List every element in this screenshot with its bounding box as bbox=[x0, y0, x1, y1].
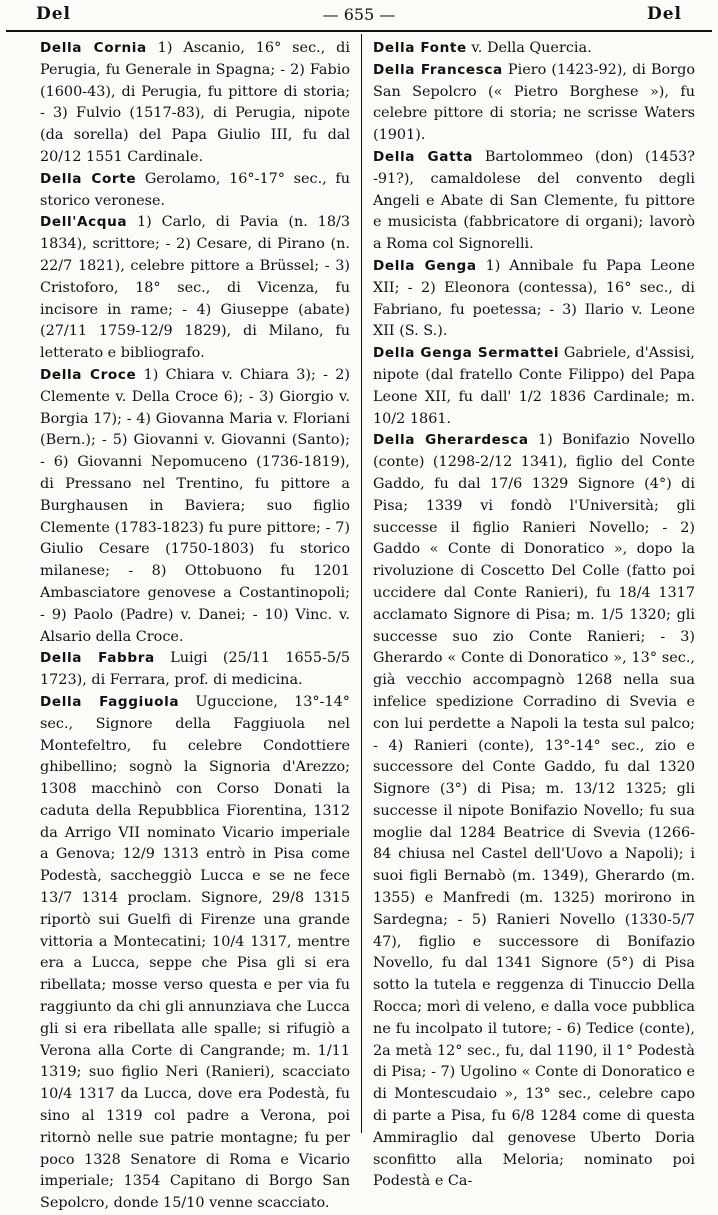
entry-body: Luigi (25/11 1655-5/5 1723), di Ferrara, prof. di medicina. bbox=[40, 650, 350, 689]
entry-body: Gabriele, d'Assisi, nipote (dal fratello Conte Filippo) del Papa Leone XII, fu dall' 1/2 1836 Cardinale; m. 10/2 1861. bbox=[373, 345, 696, 427]
entry-body: 1) Chiara v. Chiara 3); - 2) Clemente v. Della Croce 6); - 3) Giorgio v. Borgia 17); - 4) Giovanna Maria v. Floriani (Bern.); - 5) Giovanni v. Giovanni (Santo); - 6) Giovanni Nepomuceno (1736-1819), di Pressano nel Trentino, fu pittore a Burghausen in Baviera; suo figlio Clemente (1783-1823) fu pure pittore; - 7) Giulio Cesare (1750-1803) fu storico milanese; - 8) Ottobuono fu 1201 Ambasciatore genovese a Costantinopoli; - 9) Paolo (Padre) v. Danei; - 10) Vinc. v. Alsario della Croce. bbox=[40, 366, 350, 645]
entry-headword: Della Gherardesca bbox=[373, 432, 529, 449]
entry-headword: Della Fonte bbox=[373, 40, 467, 56]
entry-della-croce bbox=[40, 365, 350, 648]
entry-headword: Della Faggiuola bbox=[40, 693, 180, 710]
entry-body: v. Della Quercia. bbox=[466, 40, 592, 56]
entry-headword: Della Genga Sermattei bbox=[373, 345, 560, 362]
entry-body: Gerolamo, 16°-17° sec., fu storico veronese. bbox=[40, 170, 350, 209]
entry-body: Bartolommeo (don) (1453?-91?), camaldolese del convento degli Angeli e Abate di San Clemente, fu pittore e musicista (fabbricatore di organi); lavorò a Roma col Signorelli. bbox=[373, 148, 695, 253]
right-column bbox=[373, 38, 696, 1190]
entry-della-fonte bbox=[373, 38, 695, 60]
entry-della-genga-sermattei bbox=[373, 343, 695, 430]
entry-della-gherardesca bbox=[373, 430, 695, 1193]
header-rule bbox=[6, 30, 712, 32]
entry-body: 1) Annibale fu Papa Leone XII; - 2) Eleonora (contessa), 16° sec., di Fabriano, fu poetessa; - 3) Ilario v. Leone XII (S. S.). bbox=[373, 257, 695, 340]
entry-body: 1) Carlo, di Pavia (n. 18/3 1834), scrittore; - 2) Cesare, di Pirano (n. 22/7 1821), celebre pittore a Brüssel; - 3) Cristoforo, 18° sec., di Vicenza, fu incisore in rame; - 4) Giuseppe (abate) (27/11 1759-12/9 1829), di Milano, fu letterato e bibliografo. bbox=[40, 214, 350, 362]
left-column bbox=[40, 38, 350, 1212]
page-number: — 655 — bbox=[322, 5, 396, 24]
entry-headword: Della Francesca bbox=[373, 61, 503, 78]
entry-headword: Della Cornia bbox=[40, 40, 147, 56]
entry-della-francesca bbox=[373, 60, 695, 147]
entry-headword: Della Genga bbox=[373, 257, 477, 274]
column-divider bbox=[361, 34, 362, 1133]
header-left-guideword: Del bbox=[36, 4, 72, 24]
entry-headword: Dell'Acqua bbox=[40, 214, 128, 231]
header-right-guideword: Del bbox=[646, 4, 682, 24]
entry-headword: Della Gatta bbox=[373, 148, 474, 165]
entry-della-gatta bbox=[373, 147, 695, 256]
entry-body: 1) Bonifazio Novello (conte) (1298-2/12 1341), figlio del Conte Gaddo, fu dal 17/6 1329 Signore (4°) di Pisa; 1339 vi fondò l'Università; gli successe il figlio Ranieri Novello; - 2) Gaddo « Conte di Donoratico », dopo la rivoluzione di Coscetto Del Colle (fatto poi uccidere dal Conte Ranieri), fu 18/4 1317 acclamato Signore di Pisa; m. 1/5 1320; gli successe suo zio Conte Ranieri; - 3) Gherardo « Conte di Donoratico », 13° sec., già vecchio accompagnò 1268 nella sua infelice spedizione Corradino di Svevia e con lui perdette a Napoli la testa sul palco; - 4) Ranieri (conte), 13°-14° sec., zio e successore del Conte Gaddo, fu dal 1320 Signore (3°) di Pisa; m. 13/12 1325; gli successe il nipote Bonifazio Novello; fu sua moglie dal 1284 Beatrice di Svevia (1266-84 chiusa nel Castel dell'Uovo a Napoli); i suoi figli Bernabò (m. 1349), Gherardo (m. 1355) e Manfredi (m. 1325) morirono in Sardegna; - 5) Ranieri Novello (1330-5/7 47), figlio e successore di Bonifazio Novello, fu dal 1341 Signore (5°) di Pisa sotto la tutela e reggenza di Tinuccio Della Rocca; morì di veleno, e dalla voce pubblica ne fu incolpato il tutore; - 6) Tedice (conte), 2a metà 12° sec., fu, dal 1190, il 1° Podestà di Pisa; - 7) Ugolino « Conte di Donoratico e di Montescudaio », 13° sec., celebre capo di parte a Pisa, fu 6/8 1284 come di questa Ammiraglio dal genovese Uberto Doria sconfitto alla Meloria; nominato poi Podestà e Ca- bbox=[373, 432, 695, 1190]
entry-della-corte bbox=[40, 169, 350, 213]
entry-della-cornia bbox=[40, 38, 350, 169]
entry-body: Uguccione, 13°-14° sec., Signore della Faggiuola nel Montefeltro, fu celebre Condottiere ghibellino; sognò la Signoria d'Arezzo; 1308 macchinò con Corso Donati la caduta della Repubblica Fiorentina, 1312 da Arrigo VII nominato Vicario imperiale a Genova; 12/9 1313 entrò in Pisa come Podestà, saccheggiò Lucca e se ne fece 13/7 1314 proclam. Signore, 29/8 1315 riportò sui Guelfi di Firenze una grande vittoria a Montecatini; 10/4 1317, mentre era a Lucca, seppe che Pisa gli si era ribellata; mosse verso questa e per via fu raggiunto da chi gli annunziava che Lucca gli si era ribellata alle spalle; si rifugiò a Verona alla Corte di Cangrande; m. 1/11 1319; suo figlio Neri (Ranieri), scacciato 10/4 1317 da Lucca, dove era Podestà, fu sino al 1319 col padre a Verona, poi ritornò nelle sue patrie montagne; fu per poco 1328 Senatore di Roma e Vicario imperiale; 1354 Capitano di Borgo San Sepolcro, donde 15/10 venne scacciato. bbox=[40, 693, 350, 1212]
entry-body: Piero (1423-92), di Borgo San Sepolcro (« Pietro Borghese »), fu celebre pittore di storia; ne scrisse Waters (1901). bbox=[373, 61, 695, 144]
entry-della-genga bbox=[373, 256, 695, 343]
entry-della-fabbra bbox=[40, 648, 350, 692]
page-header bbox=[0, 0, 718, 34]
entry-headword: Della Fabbra bbox=[40, 650, 155, 667]
entry-della-faggiuola bbox=[40, 692, 350, 1215]
entry-headword: Della Corte bbox=[40, 170, 137, 187]
entry-headword: Della Croce bbox=[40, 366, 137, 383]
entry-dell-acqua bbox=[40, 212, 350, 365]
entry-body: 1) Ascanio, 16° sec., di Perugia, fu Generale in Spagna; - 2) Fabio (1600-43), di Perugia, fu pittore di storia; - 3) Fulvio (1517-83), di Perugia, nipote (da sorella) del Papa Giulio III, fu dal 20/12 1551 Cardinale. bbox=[40, 40, 350, 165]
